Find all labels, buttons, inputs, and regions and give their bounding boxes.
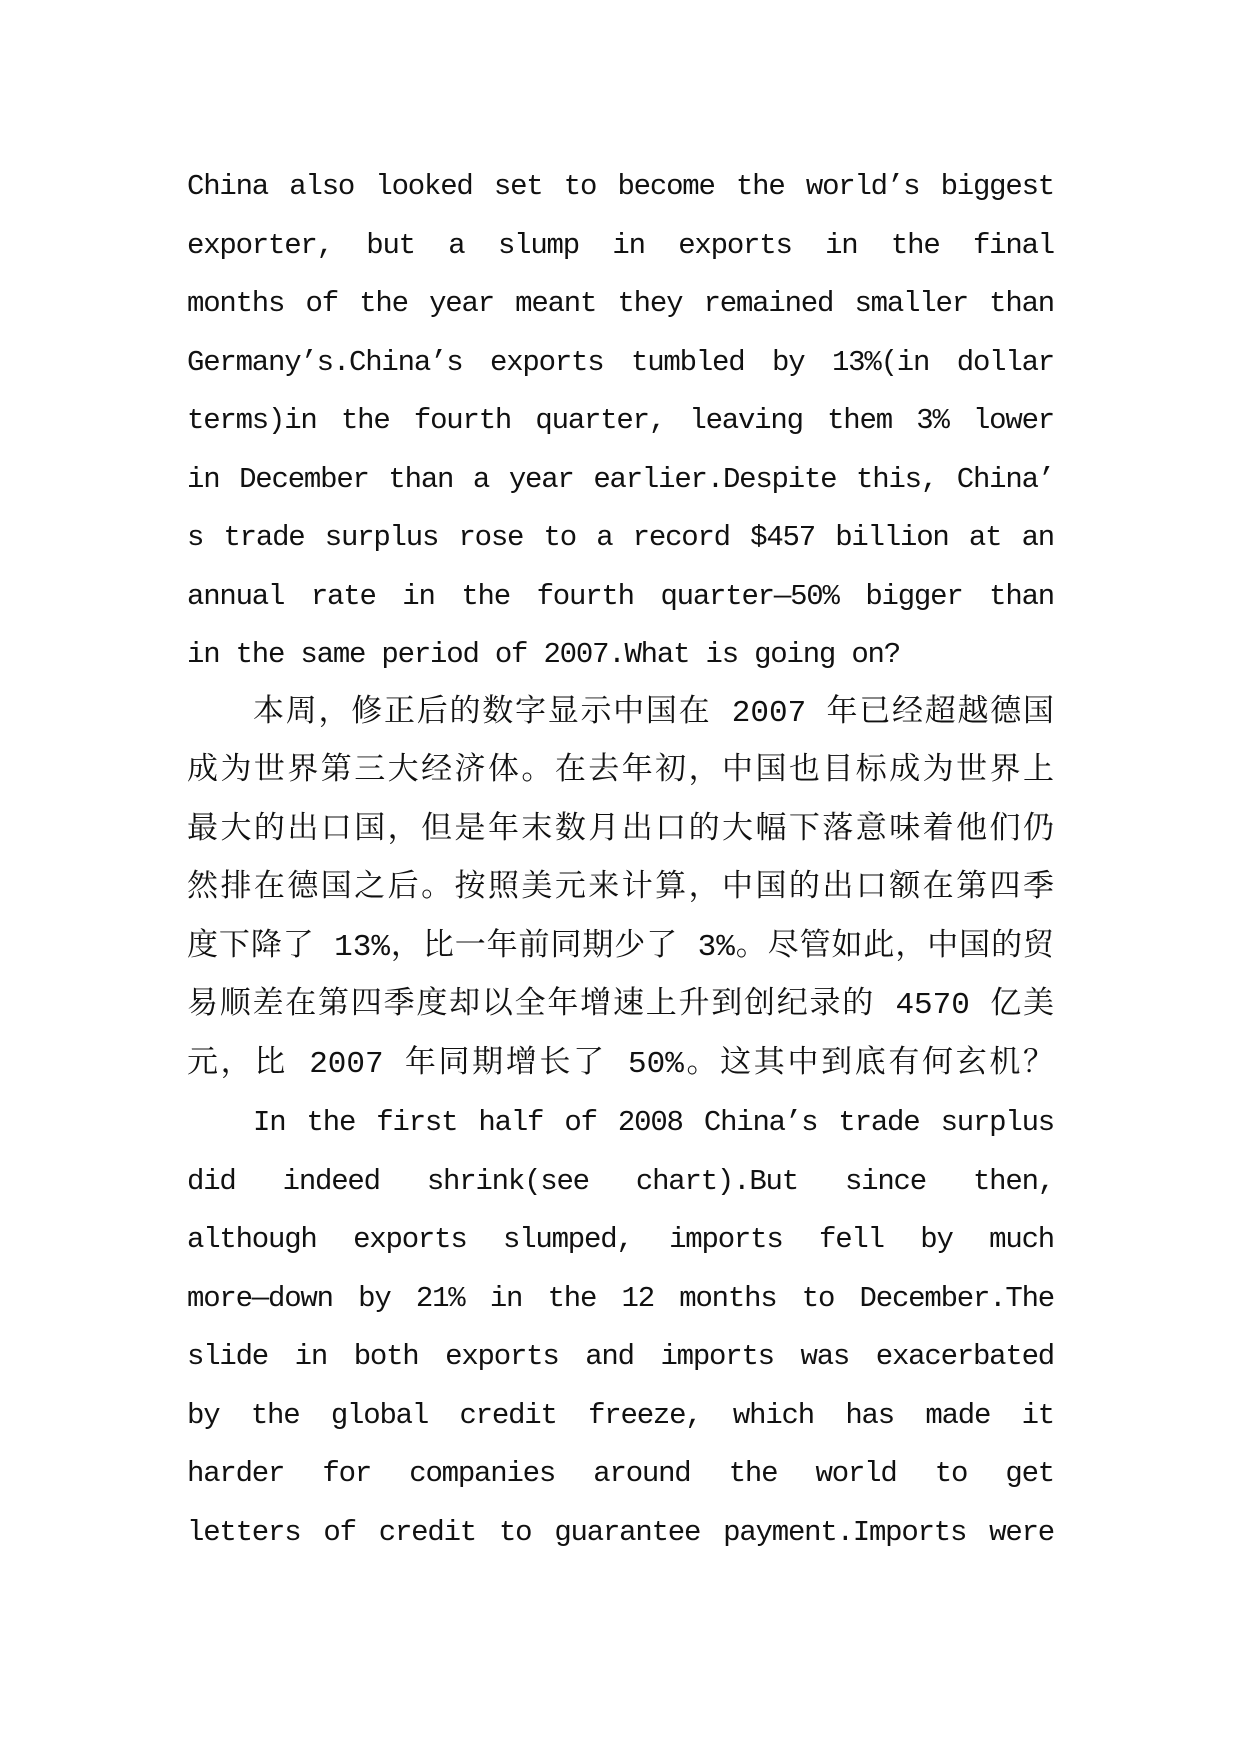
paragraph-english-2 (187, 1094, 1054, 1562)
text-line: annual rate in the fourth quarter—50% bigger than (187, 579, 1054, 613)
paragraph-english-1 (187, 158, 1054, 685)
text-line: did indeed shrink(see chart).But since then, (187, 1164, 1054, 1198)
text-line: 成为世界第三大经济体。在去年初，中国也目标成为世界上 (187, 754, 1054, 789)
text-line: s trade surplus rose to a record $457 billion at an (187, 521, 1054, 554)
text-line: 元，比 2007 年同期增长了 50%。这其中到底有何玄机？ (187, 1046, 1054, 1082)
text-line: in the same period of 2007.What is going on? (187, 638, 900, 671)
paragraph-chinese (187, 685, 1054, 1095)
text-line: by the global credit freeze, which has made it (187, 1398, 1054, 1432)
text-line: Germany’s.China’s exports tumbled by 13%(in dollar (187, 345, 1054, 379)
text-line: exporter, but a slump in exports in the final (187, 228, 1054, 262)
text-line: slide in both exports and imports was exacerbated (187, 1340, 1054, 1373)
text-line: more—down by 21% in the 12 months to December.The (187, 1281, 1054, 1315)
body-text (187, 158, 1054, 1562)
text-line: in December than a year earlier.Despite this, China’ (187, 462, 1054, 496)
text-line: 然排在德国之后。按照美元来计算，中国的出口额在第四季 (187, 871, 1054, 906)
text-line: terms)in the fourth quarter, leaving them 3% lower (187, 404, 1054, 437)
text-line: although exports slumped, imports fell by much (187, 1223, 1054, 1256)
text-line: 度下降了 13%，比一年前同期少了 3%。尽管如此，中国的贸 (187, 929, 1054, 965)
text-line: 本周，修正后的数字显示中国在 2007 年已经超越德国 (253, 695, 1054, 731)
text-line: China also looked set to become the world’s biggest (187, 170, 1054, 203)
text-line: months of the year meant they remained smaller than (187, 287, 1054, 320)
text-line: 易顺差在第四季度却以全年增速上升到创纪录的 4570 亿美 (187, 988, 1054, 1023)
text-line: letters of credit to guarantee payment.Imports were (187, 1515, 1054, 1549)
text-line: harder for companies around the world to get (187, 1457, 1054, 1490)
text-line: In the first half of 2008 China’s trade surplus (253, 1106, 1054, 1139)
text-line: 最大的出口国，但是年末数月出口的大幅下落意味着他们仍 (187, 812, 1054, 848)
